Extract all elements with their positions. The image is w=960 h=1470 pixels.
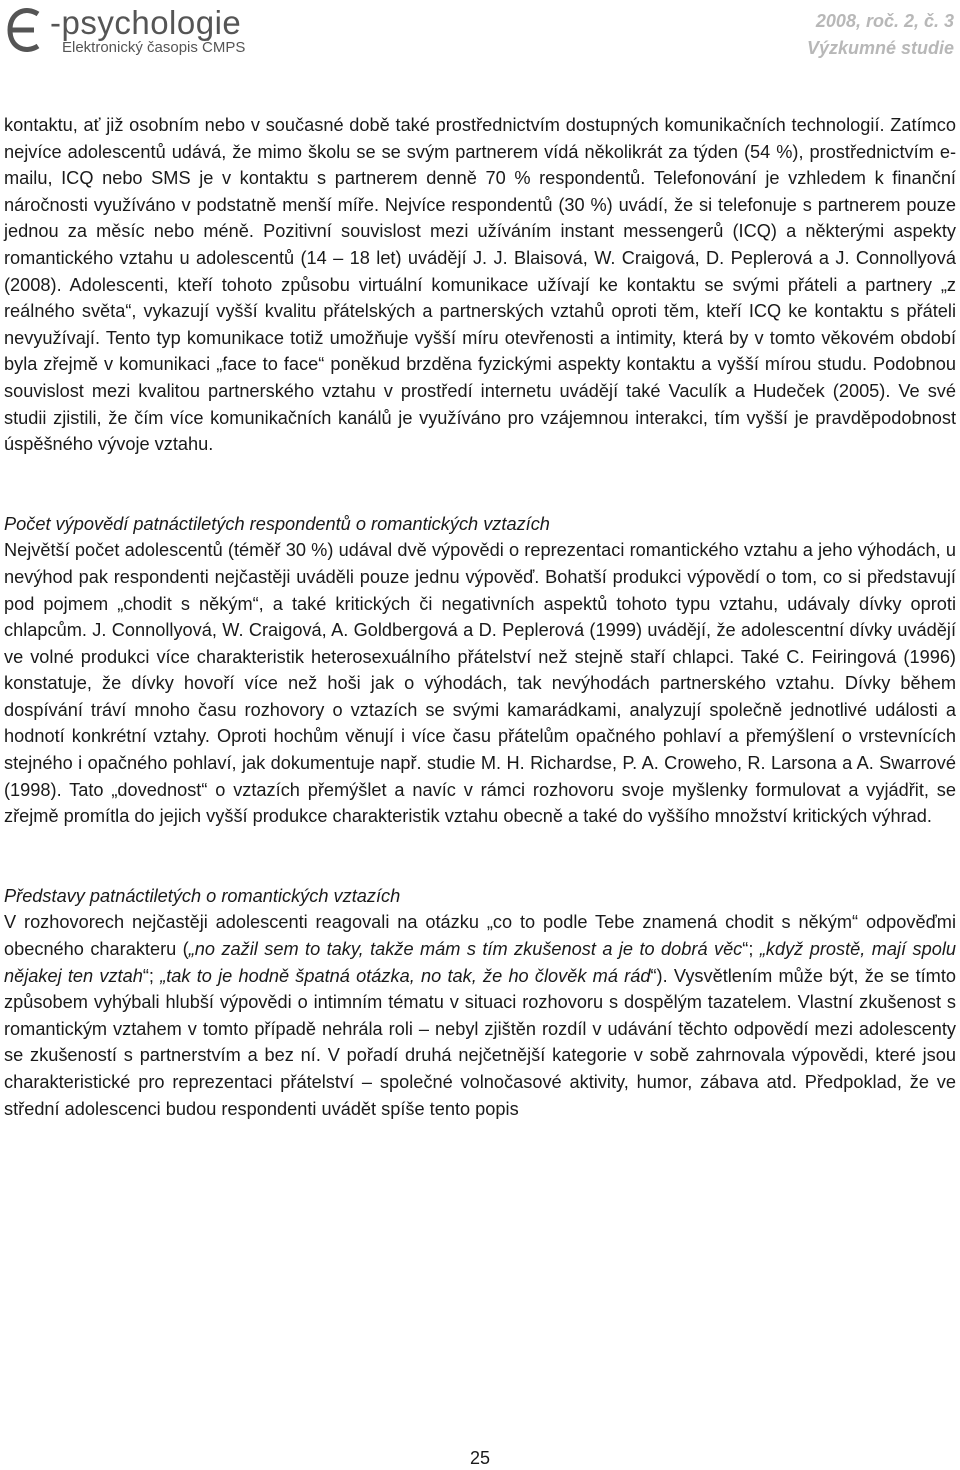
page-number: 25 (469, 1448, 491, 1468)
paragraph-1: kontaktu, ať již osobním nebo v současné době také prostřednictvím dostupných komunikačních technologií. Zatímco nejvíce adolescentů udává, že mimo školu se se svým partnerem vídá několikrát za týden (54 %), prostřednictvím e-mailu, ICQ nebo SMS je v kontaktu s partnerem denně 70 % respondentů. Telefonování je vzhledem k finanční náročnosti využíváno v podstatně menší míře. Nejvíce respondentů (30 %) uvádí, že si telefonuje s partnerem pouze jednou za měsíc nebo méně. Pozitivní souvislost mezi užíváním instant messengerů (ICQ) a některými aspekty romantického vztahu u adolescentů (14 – 18 let) uvádějí J. J. Blaisová, W. Craigová, D. Peplerová a J. Connollyová (2008). Adolescenti, kteří tohoto způsobu virtuální komunikace užívají ke kontaktu se svými přáteli a partnery „z reálného světa“, vykazují vyšší kvalitu přátelských a partnerských vztahů oproti těm, kteří ICQ ke kontaktu s přáteli nevyužívají. Tento typ komunikace totiž umožňuje vyšší míru otevřenosti a intimity, která by v tomto věkovém období byla zřejmě v komunikaci „face to face“ poněkud brzděna fyzickými aspekty kontaktu a vyšší mírou studu. Podobnou souvislost mezi kvalitou partnerského vztahu v prostředí internetu uvádějí také Vaculík a Hudeček (2005). Ve své studii zjistili, že čím více komunikačních kanálů je využíváno pro vzájemnou interakci, tím vyšší je pravděpodobnost úspěšného vývoje vztahu. (4, 115, 956, 455)
paragraph-3-text: “). Vysvětlením může být, že se tímto způsobem vyhýbali hlubší výpovědi o intimním tématu v situaci rozhovoru s dospělým tazatelem. Vlastní zkušenost s romantickým vztahem v tomto případě nehrála roli – nebyl zjištěn rozdíl v udávání těchto odpovědí mezi adolescenty se zkušeností s partnerstvím a bez ní. V pořadí druhá nejčetnější kategorie v sobě zahrnovala výpovědi, které jsou charakteristické pro reprezentaci přátelství – společné volnočasové aktivity, humor, zábava atd. Předpoklad, že ve střední adolescenci budou respondenti uvádět spíše tento popis (4, 965, 957, 1119)
journal-title: -psychologie (50, 4, 242, 41)
separator: “; (742, 939, 760, 960)
paragraph-3-text: V rozhovorech nejčastěji adolescenti reagovali na otázku „co to podle Tebe znamená chodit s někým“ odpověďmi obecného charakteru ( (4, 912, 956, 960)
subheading-count: Počet výpovědí patnáctiletých respondentů o romantických vztazích (4, 513, 550, 534)
spacer (4, 458, 956, 511)
e-logo-icon (4, 6, 44, 54)
journal-subtitle: Elektronický časopis ČMPS (62, 39, 246, 56)
quote-3: „tak to je hodně špatná otázka, no tak, že ho člověk má rád (160, 965, 651, 986)
issue-meta (807, 8, 954, 62)
issue-info: 2008, roč. 2, č. 3 (815, 11, 954, 31)
paragraph-2: Největší počet adolescentů (téměř 30 %) udával dvě výpovědi o reprezentaci romantického vztahu a jeho výhodách, u nevýhod pak respondenti nejčastěji uváděli pouze jednu výpověď. Bohatší produkci výpovědí o tom, co si představují pod pojmem „chodit s někým“, a také kritických či negativních aspektů tohoto typu vztahu, udávaly dívky oproti chlapcům. J. Connollyová, W. Craigová, A. Goldbergová a D. Peplerová (1999) uvádějí, že adolescentní dívky uvádějí ve volné produkci více charakteristik heterosexuálního přátelství než stejně staří chlapci. Také C. Feiringová (1996) konstatuje, že dívky hovoří více než hoši jak o výhodách, tak nevýhodách partnerského vztahu. Dívky během dospívání tráví mnoho času rozhovory o vztazích se svými kamarádkami, analyzují společně jednotlivé události a hodnotí konkrétní vztahy. Oproti hochům věnují i více času přátelům opačného pohlaví a přemýšlení o vrstevnících stejného i opačného pohlaví, jak dokumentuje např. studie M. H. Richardse, P. A. Croweho, R. Larsona a A. Swarrové (1998). Tato „dovednost“ o vztazích přemýšlet a navíc v rámci rozhovoru svoje myšlenky formulovat a vyjádřit, se zřejmě promítla do jejich vyšší produkce charakteristik vztahu obecně a také do vyššího množství kritických výhrad. (4, 540, 956, 827)
paragraph-3 (4, 909, 956, 1122)
spacer (4, 830, 956, 883)
quote-2: „když prostě, mají spolu nějakej ten vztah (4, 939, 956, 986)
separator: “; (142, 965, 161, 986)
quote-1: „no zažil sem to taky, takže mám s tím zkušenost a je to dobrá věc (188, 939, 743, 960)
article-body (4, 112, 956, 1122)
subheading-ideas: Představy patnáctiletých o romantických vztazích (4, 885, 401, 906)
section-name: Výzkumné studie (806, 38, 954, 58)
page-header (0, 0, 960, 70)
journal-logo (4, 2, 304, 62)
